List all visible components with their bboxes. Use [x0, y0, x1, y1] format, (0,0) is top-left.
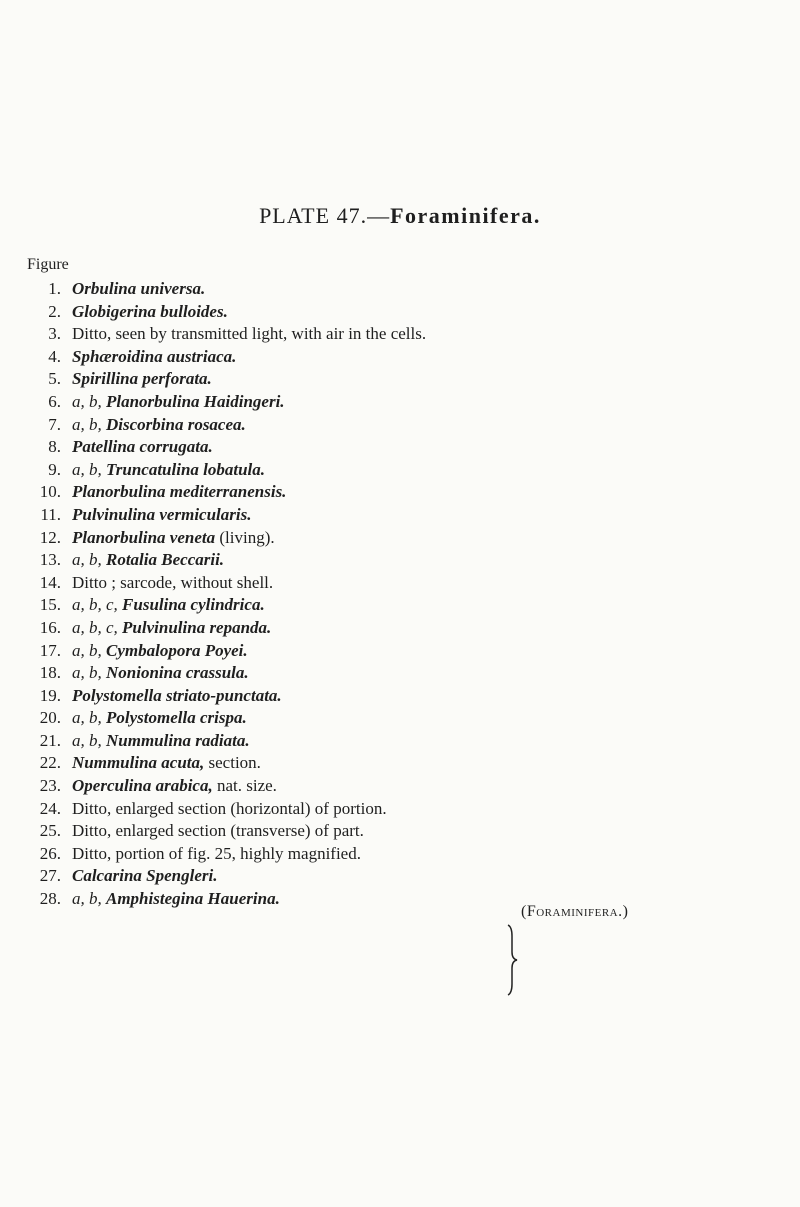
figure-entry — [0, 414, 800, 437]
figure-caption — [72, 865, 217, 888]
figure-entry — [0, 707, 800, 730]
caption-prefix: a, b, c, — [72, 617, 123, 637]
figure-caption — [72, 368, 212, 391]
species-name: Patellina corrugata. — [72, 437, 213, 457]
figure-number: 1. — [48, 279, 61, 298]
figure-number: 11. — [40, 504, 61, 524]
species-name: Planorbulina veneta — [72, 527, 216, 547]
figure-caption — [72, 572, 273, 595]
figure-caption — [72, 278, 205, 301]
figure-entry — [0, 572, 800, 595]
figure-entry — [0, 685, 800, 708]
figure-number: 24. — [39, 798, 61, 818]
caption-prefix: a, b, — [72, 414, 106, 434]
figure-caption — [72, 323, 426, 346]
species-name: Rotalia Beccarii. — [106, 550, 225, 570]
figure-caption — [72, 436, 213, 459]
figure-number: 10. — [39, 482, 61, 502]
species-name: Nonionina crassula. — [106, 663, 249, 683]
figure-caption — [72, 391, 285, 414]
figure-number: 6. — [48, 391, 61, 411]
bracket-label: (Foraminifera.) — [521, 903, 629, 920]
figure-entry — [0, 391, 800, 414]
right-brace-icon — [506, 924, 518, 996]
species-name: Calcarina Spengleri. — [72, 866, 218, 886]
figure-entry — [0, 662, 800, 685]
figure-entry — [0, 820, 800, 843]
figure-caption — [72, 594, 265, 617]
figure-entry — [0, 617, 800, 640]
figure-list — [0, 278, 800, 911]
caption-prefix: a, b, — [72, 663, 106, 683]
figure-entry — [0, 481, 800, 504]
figure-entry — [0, 301, 800, 324]
figure-number: 20. — [39, 708, 61, 728]
figure-number: 16. — [39, 617, 61, 637]
figure-number: 9. — [48, 459, 61, 479]
caption-prefix: Ditto, enlarged section (transverse) of part. — [72, 821, 364, 841]
species-name: Truncatulina lobatula. — [106, 459, 266, 479]
species-name: Polystomella crispa. — [106, 708, 247, 728]
plate-subject: Foraminifera. — [390, 203, 541, 228]
figure-entry — [0, 368, 800, 391]
species-name: Planorbulina mediterranensis. — [72, 482, 287, 502]
species-name: Orbulina universa. — [72, 279, 206, 298]
species-name: Pulvinulina vermicularis. — [72, 504, 252, 524]
caption-suffix: nat. size. — [212, 776, 277, 796]
figure-entry — [0, 549, 800, 572]
figure-number: 4. — [48, 346, 61, 366]
figure-caption — [72, 640, 248, 663]
figure-entry — [0, 798, 800, 821]
species-name: Discorbina rosacea. — [106, 414, 246, 434]
figure-caption — [72, 662, 249, 685]
figure-caption — [72, 549, 224, 572]
figure-column-header: Figure — [27, 256, 69, 273]
caption-prefix: a, b, c, — [72, 595, 123, 615]
caption-prefix: a, b, — [72, 391, 106, 411]
figure-entry — [0, 436, 800, 459]
plate-title — [0, 203, 800, 229]
figure-caption — [72, 888, 280, 911]
figure-caption — [72, 504, 251, 527]
figure-entry — [0, 775, 800, 798]
figure-caption — [72, 346, 236, 369]
species-name: Nummulina radiata. — [106, 730, 250, 750]
figure-entry — [0, 323, 800, 346]
figure-number: 23. — [39, 776, 61, 796]
figure-caption — [72, 775, 277, 798]
figure-caption — [72, 685, 282, 708]
species-name: Cymbalopora Poyei. — [106, 640, 248, 660]
species-name: Planorbulina Haidingeri. — [106, 391, 285, 411]
figure-number: 17. — [39, 640, 61, 660]
figure-entry — [0, 459, 800, 482]
figure-number: 21. — [39, 730, 61, 750]
figure-entry — [0, 594, 800, 617]
species-name: Globigerina bulloides. — [72, 301, 228, 321]
figure-entry — [0, 888, 800, 911]
species-name: Amphistegina Hauerina. — [106, 889, 280, 909]
figure-number: 2. — [48, 301, 61, 321]
figure-number: 18. — [39, 663, 61, 683]
species-name: Sphæroidina austriaca. — [72, 346, 237, 366]
figure-number: 26. — [39, 843, 61, 863]
figure-number: 14. — [39, 572, 61, 592]
plate-number: PLATE 47.— — [259, 203, 391, 228]
species-name: Operculina arabica, — [72, 776, 213, 796]
figure-caption — [72, 820, 364, 843]
figure-caption — [72, 730, 250, 753]
figure-entry — [0, 527, 800, 550]
figure-number: 22. — [39, 753, 61, 773]
species-name: Nummulina acuta, — [72, 753, 205, 773]
caption-prefix: a, b, — [72, 550, 106, 570]
figure-number: 8. — [48, 437, 61, 457]
figure-number: 5. — [48, 369, 61, 389]
figure-number: 19. — [39, 685, 61, 705]
figure-caption — [72, 481, 286, 504]
figure-number: 28. — [39, 889, 61, 909]
figure-caption — [72, 527, 275, 550]
caption-prefix: a, b, — [72, 889, 106, 909]
figure-caption — [72, 798, 387, 821]
caption-prefix: a, b, — [72, 708, 106, 728]
species-name: Fusulina cylindrica. — [122, 595, 265, 615]
caption-suffix: section. — [204, 753, 261, 773]
figure-number: 3. — [48, 324, 61, 344]
figure-entry — [0, 752, 800, 775]
caption-prefix: a, b, — [72, 640, 106, 660]
figure-number: 27. — [39, 866, 61, 886]
species-name: Pulvinulina repanda. — [122, 617, 272, 637]
caption-prefix: a, b, — [72, 459, 106, 479]
caption-prefix: Ditto, portion of fig. 25, highly magnified. — [72, 843, 361, 863]
caption-suffix: (living). — [215, 527, 275, 547]
figure-caption — [72, 301, 228, 324]
species-name: Spirillina perforata. — [72, 369, 212, 389]
figure-entry — [0, 346, 800, 369]
figure-number: 15. — [39, 595, 61, 615]
figure-caption — [72, 617, 271, 640]
caption-prefix: Ditto, enlarged section (horizontal) of portion. — [72, 798, 387, 818]
figure-caption — [72, 414, 246, 437]
figure-entry — [0, 843, 800, 866]
figure-entry — [0, 504, 800, 527]
figure-number: 7. — [48, 414, 61, 434]
figure-caption — [72, 752, 261, 775]
figure-caption — [72, 459, 265, 482]
figure-number: 25. — [39, 821, 61, 841]
caption-prefix: Ditto ; sarcode, without shell. — [72, 572, 274, 592]
figure-number: 12. — [39, 527, 61, 547]
caption-prefix: a, b, — [72, 730, 106, 750]
figure-entry — [0, 640, 800, 663]
figure-number: 13. — [39, 550, 61, 570]
figure-entry — [0, 278, 800, 301]
species-name: Polystomella striato-punctata. — [72, 685, 282, 705]
figure-caption — [72, 843, 361, 866]
figure-caption — [72, 707, 247, 730]
figure-entry — [0, 730, 800, 753]
figure-entry — [0, 865, 800, 888]
caption-prefix: Ditto, seen by transmitted light, with air in the cells. — [72, 324, 427, 344]
